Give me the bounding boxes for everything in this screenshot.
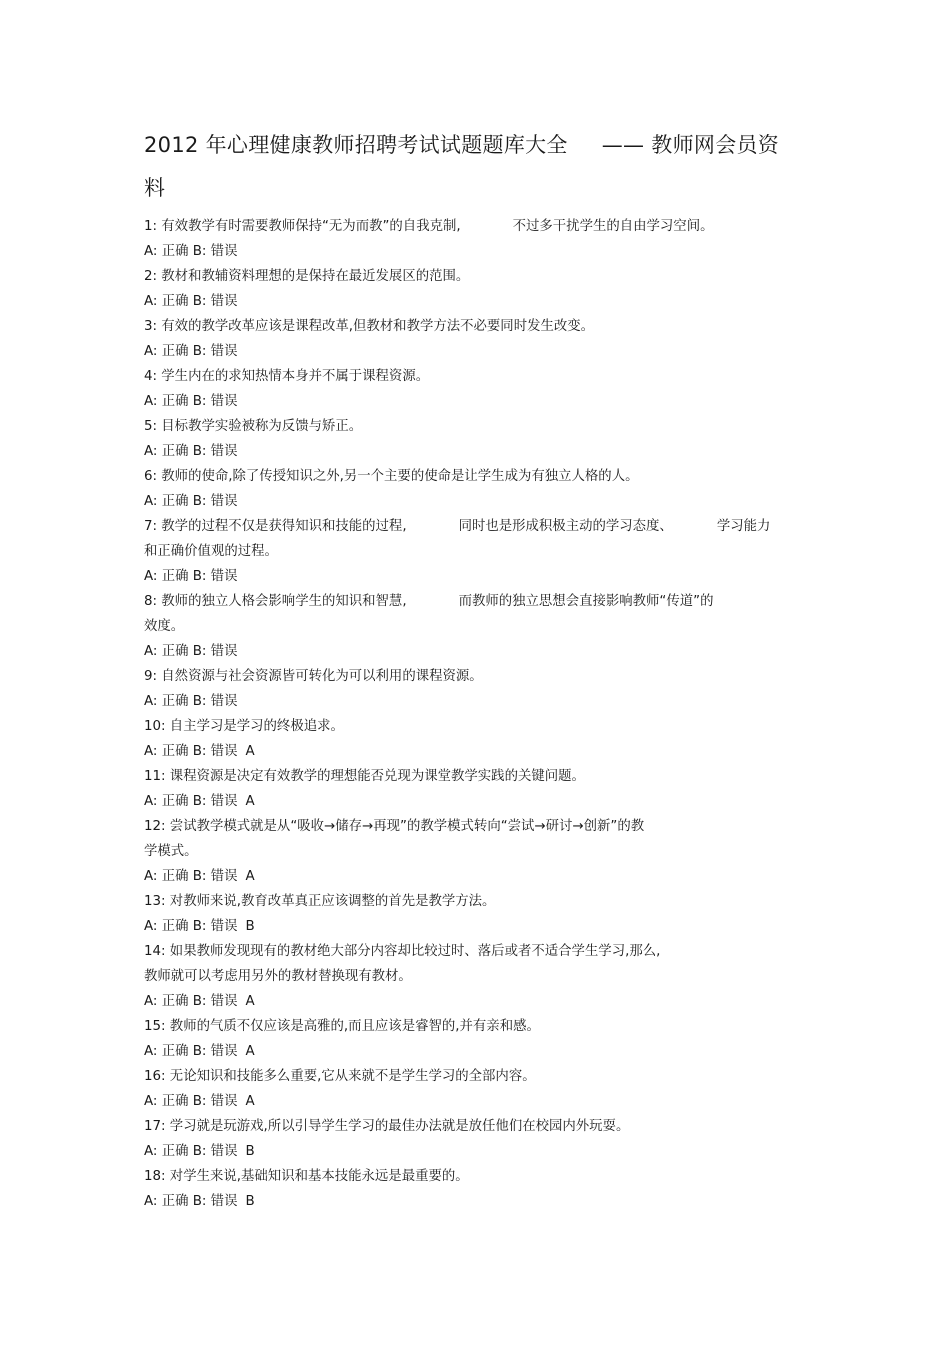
- options-text: A: 正确 B: 错误: [144, 794, 238, 809]
- answer-options: [144, 1139, 824, 1164]
- answer-options: [144, 489, 824, 514]
- question-text: [144, 939, 824, 964]
- options-text: A: 正确 B: 错误: [144, 244, 238, 259]
- question-segment: 7: 教学的过程不仅是获得知识和技能的过程,: [144, 519, 407, 534]
- title-part-2: —— 教师网会员资: [601, 133, 780, 157]
- options-text: A: 正确 B: 错误: [144, 644, 238, 659]
- question-segment: 15: 教师的气质不仅应该是高雅的,而且应该是睿智的,并有亲和感。: [144, 1019, 540, 1034]
- options-text: A: 正确 B: 错误: [144, 444, 238, 459]
- answer-options: [144, 289, 824, 314]
- question-text-continued: 效度。: [144, 619, 185, 634]
- options-text: A: 正确 B: 错误: [144, 1194, 238, 1209]
- answer-options: [144, 689, 824, 714]
- question-segment: 2: 教材和教辅资料理想的是保持在最近发展区的范围。: [144, 269, 470, 284]
- options-text: A: 正确 B: 错误: [144, 1094, 238, 1109]
- answer-key: B: [245, 1194, 255, 1209]
- question-text: [144, 214, 824, 239]
- question-text: [144, 1164, 824, 1189]
- answer-key: B: [245, 919, 255, 934]
- options-text: A: 正确 B: 错误: [144, 569, 238, 584]
- question-text: [144, 514, 824, 539]
- options-text: A: 正确 B: 错误: [144, 869, 238, 884]
- options-text: A: 正确 B: 错误: [144, 919, 238, 934]
- question-text: [144, 714, 824, 739]
- question-text: [144, 814, 824, 839]
- question-segment: 16: 无论知识和技能多么重要,它从来就不是学生学习的全部内容。: [144, 1069, 536, 1084]
- question-segment: 17: 学习就是玩游戏,所以引导学生学习的最佳办法就是放任他们在校园内外玩耍。: [144, 1119, 630, 1134]
- question-text: [144, 464, 824, 489]
- answer-options: [144, 1189, 824, 1214]
- options-text: A: 正确 B: 错误: [144, 744, 238, 759]
- answer-key: B: [245, 1144, 255, 1159]
- answer-key: A: [245, 994, 255, 1009]
- answer-key: A: [245, 744, 255, 759]
- title-part-1: 2012 年心理健康教师招聘考试试题题库大全: [144, 133, 568, 157]
- question-segment: 18: 对学生来说,基础知识和基本技能永远是最重要的。: [144, 1169, 469, 1184]
- answer-options: [144, 439, 824, 464]
- question-segment: 9: 自然资源与社会资源皆可转化为可以利用的课程资源。: [144, 669, 483, 684]
- question-text-continued: 教师就可以考虑用另外的教材替换现有教材。: [144, 969, 412, 984]
- question-list: [144, 214, 824, 1214]
- question-segment: 3: 有效的教学改革应该是课程改革,但教材和教学方法不必要同时发生改变。: [144, 319, 595, 334]
- answer-options: [144, 914, 824, 939]
- document-title: [144, 124, 824, 210]
- question-segment: 14: 如果教师发现现有的教材绝大部分内容却比较过时、落后或者不适合学生学习,那么,: [144, 944, 661, 959]
- question-text: [144, 1114, 824, 1139]
- question-segment: 10: 自主学习是学习的终极追求。: [144, 719, 344, 734]
- question-text: [144, 264, 824, 289]
- answer-options: [144, 1089, 824, 1114]
- options-text: A: 正确 B: 错误: [144, 294, 238, 309]
- question-text: [144, 414, 824, 439]
- question-text-continued: 和正确价值观的过程。: [144, 544, 278, 559]
- answer-key: A: [245, 794, 255, 809]
- question-text: [144, 889, 824, 914]
- answer-options: [144, 1039, 824, 1064]
- answer-key: A: [245, 869, 255, 884]
- answer-options: [144, 639, 824, 664]
- answer-options: [144, 789, 824, 814]
- question-segment: 11: 课程资源是决定有效教学的理想能否兑现为课堂教学实践的关键问题。: [144, 769, 585, 784]
- question-segment: 不过多干扰学生的自由学习空间。: [512, 219, 714, 234]
- question-segment: 12: 尝试教学模式就是从“吸收→储存→再现”的教学模式转向“尝试→研讨→创新”的教: [144, 819, 645, 834]
- answer-options: [144, 339, 824, 364]
- question-segment: 同时也是形成积极主动的学习态度、: [458, 519, 673, 534]
- options-text: A: 正确 B: 错误: [144, 1144, 238, 1159]
- question-text: [144, 764, 824, 789]
- options-text: A: 正确 B: 错误: [144, 394, 238, 409]
- question-text: [144, 1014, 824, 1039]
- question-segment: 1: 有效教学有时需要教师保持“无为而教”的自我克制,: [144, 219, 461, 234]
- question-text-continued: 学模式。: [144, 844, 198, 859]
- question-text: [144, 1064, 824, 1089]
- question-text: [144, 589, 824, 614]
- question-segment: 学习能力: [716, 519, 771, 534]
- options-text: A: 正确 B: 错误: [144, 1044, 238, 1059]
- answer-options: [144, 864, 824, 889]
- answer-options: [144, 389, 824, 414]
- question-segment: 5: 目标教学实验被称为反馈与矫正。: [144, 419, 363, 434]
- answer-key: A: [245, 1094, 255, 1109]
- answer-options: [144, 239, 824, 264]
- options-text: A: 正确 B: 错误: [144, 694, 238, 709]
- options-text: A: 正确 B: 错误: [144, 494, 238, 509]
- question-segment: 4: 学生内在的求知热情本身并不属于课程资源。: [144, 369, 430, 384]
- title-part-3: 料: [144, 176, 166, 200]
- question-text: [144, 664, 824, 689]
- question-segment: 13: 对教师来说,教育改革真正应该调整的首先是教学方法。: [144, 894, 496, 909]
- answer-options: [144, 739, 824, 764]
- answer-options: [144, 564, 824, 589]
- question-segment: 6: 教师的使命,除了传授知识之外,另一个主要的使命是让学生成为有独立人格的人。: [144, 469, 639, 484]
- question-segment: 8: 教师的独立人格会影响学生的知识和智慧,: [144, 594, 407, 609]
- question-text: [144, 314, 824, 339]
- answer-key: A: [245, 1044, 255, 1059]
- options-text: A: 正确 B: 错误: [144, 344, 238, 359]
- answer-options: [144, 989, 824, 1014]
- question-text: [144, 364, 824, 389]
- question-segment: 而教师的独立思想会直接影响教师“传道”的: [458, 594, 714, 609]
- options-text: A: 正确 B: 错误: [144, 994, 238, 1009]
